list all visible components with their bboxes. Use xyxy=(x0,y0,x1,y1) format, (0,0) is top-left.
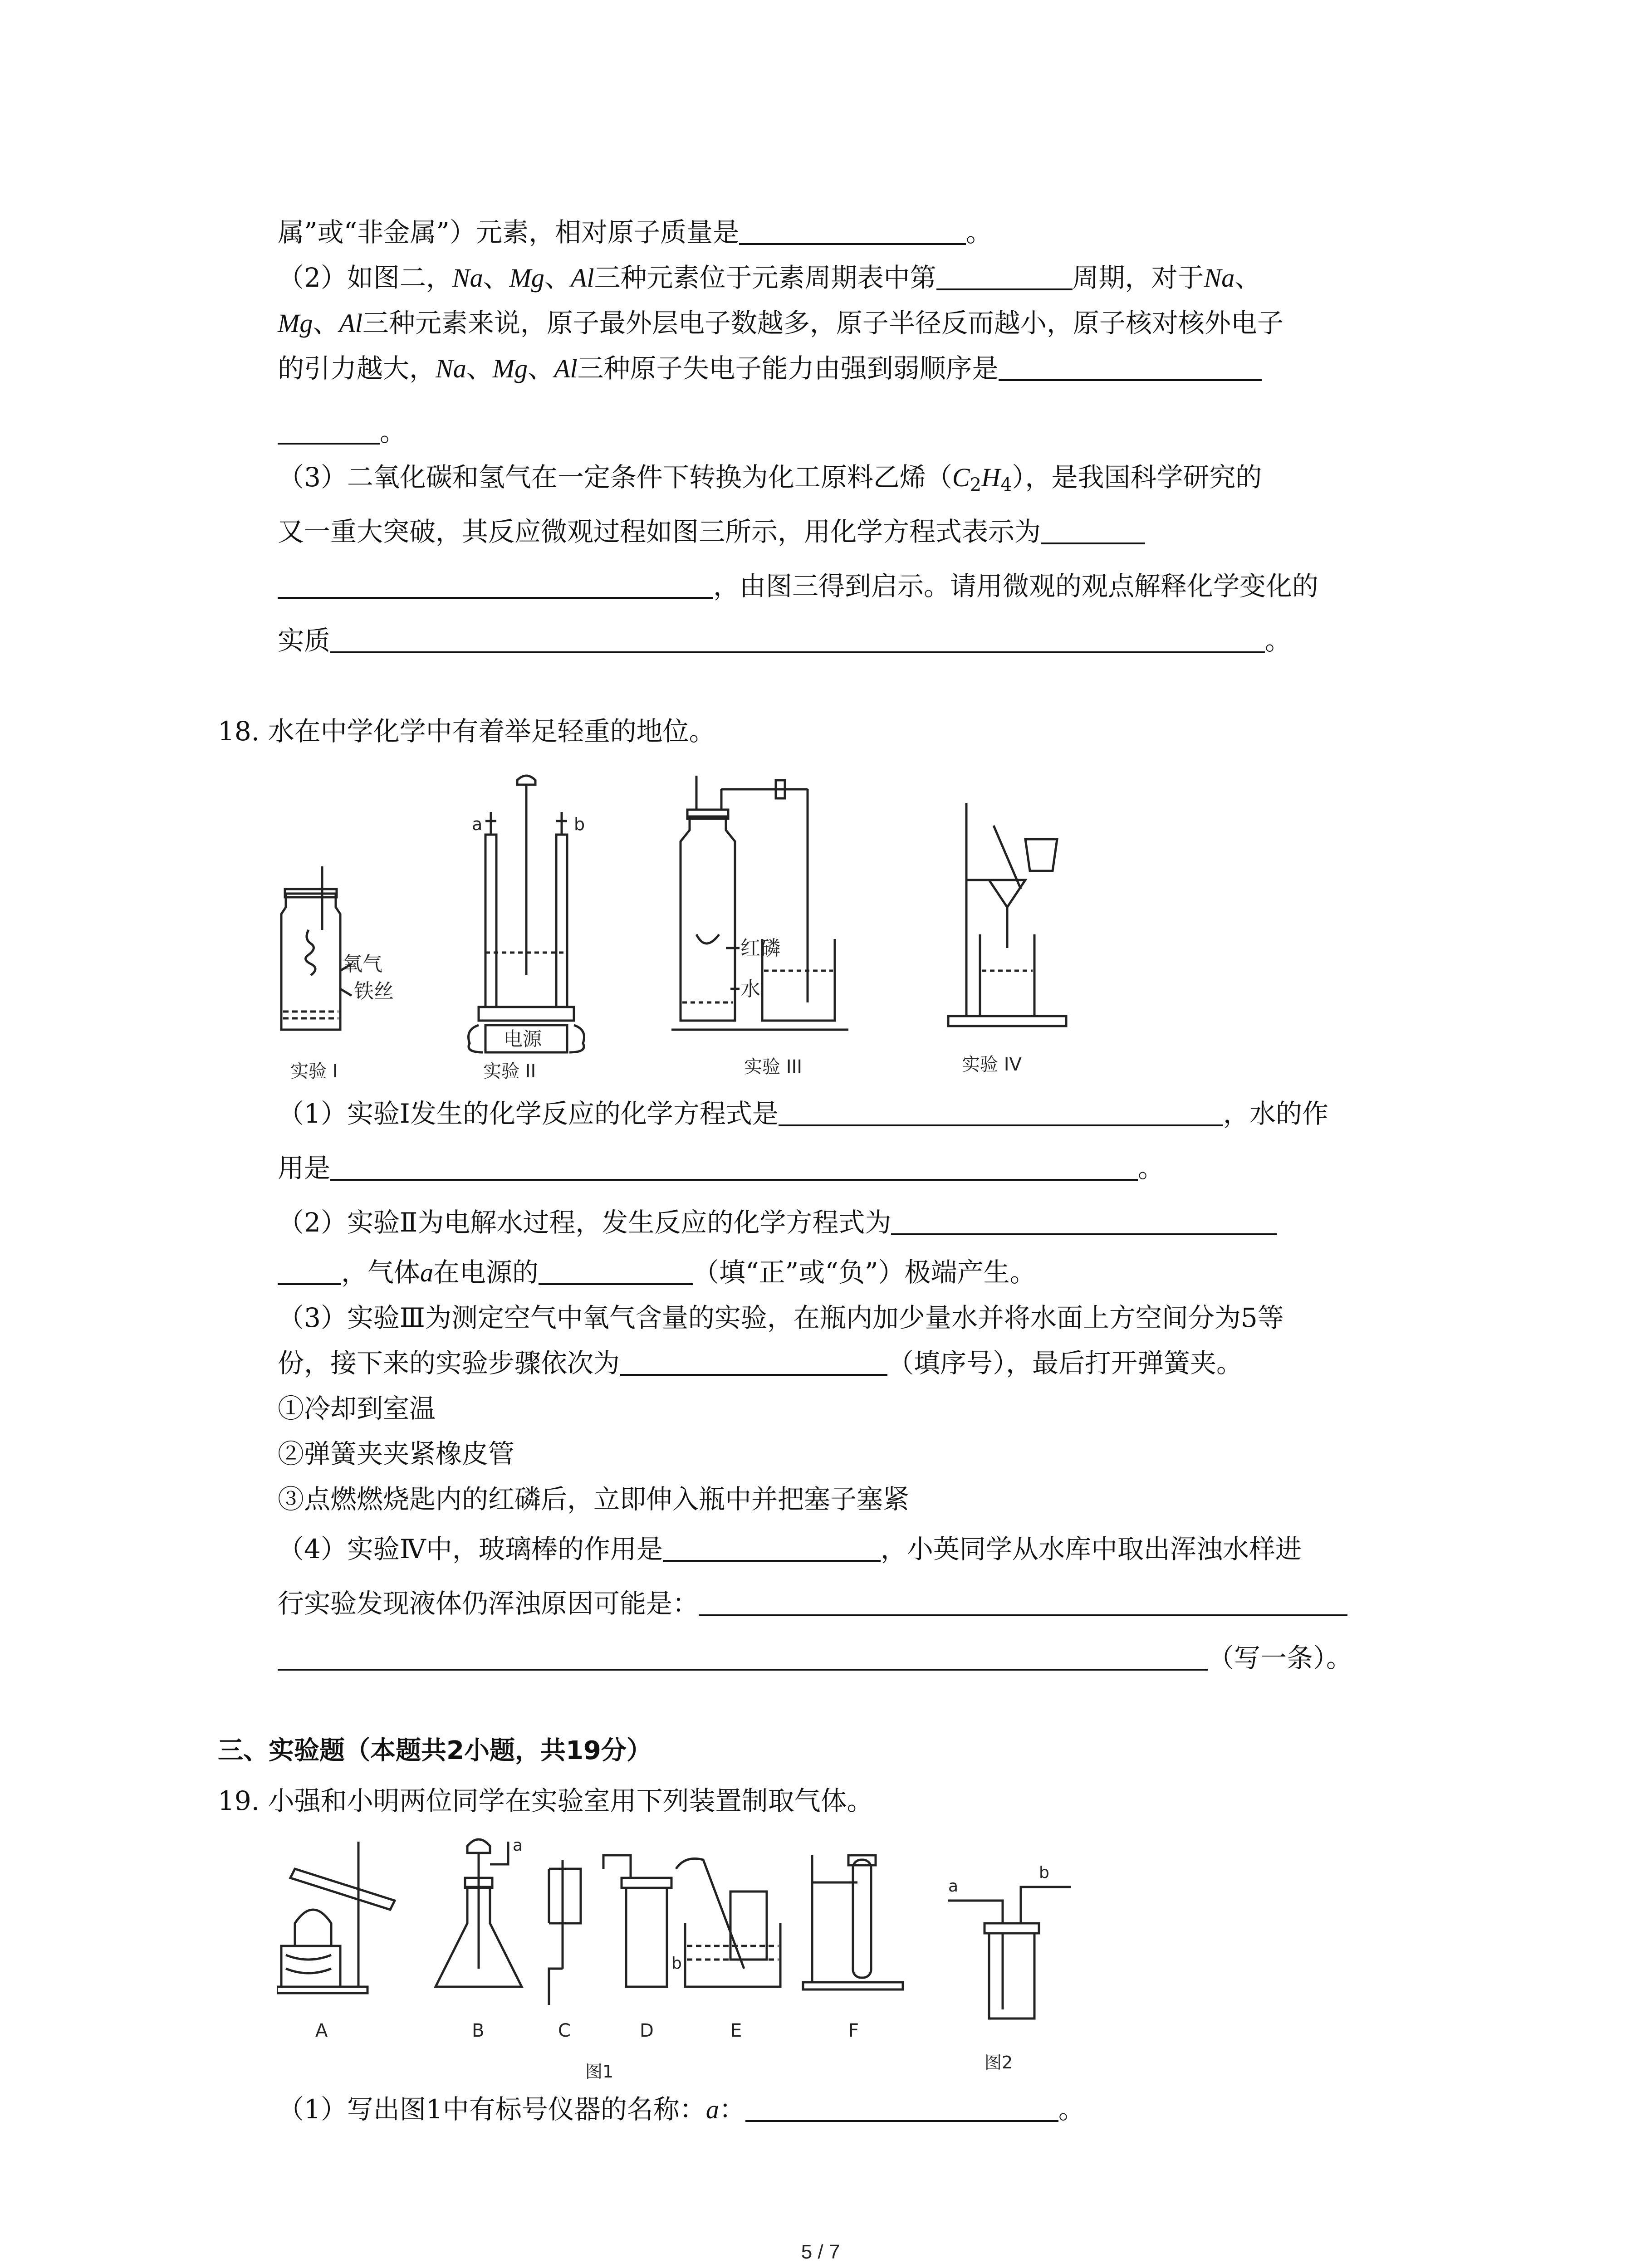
answer-blank[interactable] xyxy=(539,1260,693,1285)
answer-blank[interactable] xyxy=(278,1645,1208,1671)
q17-text: （2）如图二， xyxy=(278,262,452,293)
q17-line9: 实质 。 xyxy=(278,625,1292,656)
exp2-apparatus xyxy=(469,776,584,1052)
exp3-p-label: 红磷 xyxy=(740,937,780,960)
q18-title: 18. 水在中学化学中有着举足轻重的地位。 xyxy=(218,716,715,747)
answer-blank[interactable] xyxy=(330,628,1265,653)
label-c: C xyxy=(558,2020,571,2041)
q18-s4-line1: （4）实验Ⅳ中，玻璃棒的作用是 ，小英同学从水库中取出浑浊水样进 xyxy=(278,1534,1302,1564)
element-na: Na xyxy=(452,263,483,293)
q18-s2-line2: ，气体a在电源的 （填“正”或“负”）极端产生。 xyxy=(278,1256,1036,1289)
fig2-label: 图2 xyxy=(985,2053,1013,2072)
q17-text: 。 xyxy=(965,217,992,248)
answer-blank[interactable] xyxy=(891,1210,1277,1235)
label-a: A xyxy=(315,2020,328,2041)
q17-line4: 的引力越大，Na、Mg、Al三种原子失电子能力由强到弱顺序是 xyxy=(278,352,1262,385)
apparatus-b xyxy=(436,1839,522,1987)
q17-line2: （2）如图二，Na、Mg、Al三种元素位于元素周期表中第 周期，对于Na、 xyxy=(278,262,1261,293)
label-a2: a xyxy=(948,1877,959,1896)
q17-text: 三种元素位于元素周期表中第 xyxy=(594,262,936,293)
q18-step3: ③点燃燃烧匙内的红磷后，立即伸入瓶中并把塞子塞紧 xyxy=(278,1484,910,1515)
q18-s4-line3: （写一条）。 xyxy=(278,1642,1352,1674)
q18-s3-line2: 份，接下来的实验步骤依次为 （填序号），最后打开弹簧夹。 xyxy=(278,1348,1243,1378)
answer-blank[interactable] xyxy=(620,1350,887,1376)
page-number: 5 / 7 xyxy=(801,2241,840,2263)
q17-line7 xyxy=(278,516,1145,547)
apparatus-d xyxy=(603,1855,671,1987)
label-d: D xyxy=(640,2020,654,2041)
q19-s1: （1）写出图1中有标号仪器的名称：a： 。 xyxy=(278,2094,1085,2125)
answer-blank[interactable] xyxy=(779,1101,1223,1126)
element-mg: Mg xyxy=(509,263,544,293)
answer-blank[interactable] xyxy=(663,1536,881,1562)
exp1-label: 实验 I xyxy=(290,1061,338,1082)
answer-blank[interactable] xyxy=(278,419,380,445)
q17-text: 实质 xyxy=(278,625,331,656)
apparatus-c xyxy=(549,1860,581,2005)
q18-step1: ①冷却到室温 xyxy=(278,1393,436,1424)
answer-blank[interactable] xyxy=(278,1260,341,1285)
q17-text: ，由图三得到启示。请用微观的观点解释化学变化的 xyxy=(713,571,1319,601)
exp1-o2-label: 氧气 xyxy=(343,953,382,976)
exp3-water-label: 水 xyxy=(740,978,760,1001)
exp4-apparatus xyxy=(948,803,1066,1026)
label-b1: b xyxy=(671,1954,682,1973)
answer-blank[interactable] xyxy=(999,356,1262,381)
exp3-label: 实验 III xyxy=(744,1056,803,1077)
exp2-b-label: b xyxy=(574,814,585,834)
answer-blank[interactable] xyxy=(739,220,966,245)
apparatus-f xyxy=(803,1855,903,1989)
q17-line1 xyxy=(278,216,992,248)
answer-blank[interactable] xyxy=(330,1155,1138,1181)
q17-line6: （3）二氧化碳和氢气在一定条件下转换为化工原料乙烯$(C_2H_4)$，是我国科学研究的 xyxy=(278,462,1262,495)
q17-text: 三种原子失电子能力由强到弱顺序是 xyxy=(577,353,999,384)
apparatus-a xyxy=(277,1842,395,1993)
answer-blank[interactable] xyxy=(278,573,713,599)
element-al: Al xyxy=(570,263,594,293)
q19-title: 19. 小强和小明两位同学在实验室用下列装置制取气体。 xyxy=(218,1785,873,1816)
answer-blank[interactable] xyxy=(745,2097,1058,2122)
exp2-a-label: a xyxy=(472,814,483,834)
q18-step2: ②弹簧夹夹紧橡皮管 xyxy=(278,1438,515,1469)
apparatus-fig2 xyxy=(948,1887,1071,2019)
q17-text: 属”或“非金属”）元素，相对原子质量是 xyxy=(278,217,739,248)
q17-text: ），是我国科学研究的 xyxy=(1012,462,1262,493)
exp2-label: 实验 II xyxy=(483,1061,536,1082)
q17-text: （3）二氧化碳和氢气在一定条件下转换为化工原料乙烯（ xyxy=(278,462,952,493)
q17-text: 周期，对于 xyxy=(1072,262,1204,293)
q18-s1-line1: （1）实验Ⅰ发生的化学反应的化学方程式是 ，水的作 xyxy=(278,1098,1328,1129)
q18-s4-line2: 行实验发现液体仍浑浊原因可能是： xyxy=(278,1588,1347,1619)
q17-text: 三种元素来说，原子最外层电子数越多，原子半径反而越小，原子核对核外电子 xyxy=(362,308,1283,338)
q17-line8 xyxy=(278,570,1318,602)
section-title: 三、实验题（本题共2小题，共19分） xyxy=(218,1736,652,1765)
q19-figure xyxy=(277,1833,1071,2087)
exp1-fe-label: 铁丝 xyxy=(354,980,394,1003)
answer-blank[interactable] xyxy=(936,265,1073,290)
q17-text: 的引力越大， xyxy=(278,353,436,384)
exp2-power-label: 电源 xyxy=(504,1028,542,1050)
q18-s3-line1: （3）实验Ⅲ为测定空气中氧气含量的实验，在瓶内加少量水并将水面上方空间分为5等 xyxy=(278,1302,1284,1333)
q18-s1-line2: 用是 。 xyxy=(278,1153,1165,1183)
label-b2: b xyxy=(1039,1863,1049,1882)
label-e: E xyxy=(730,2020,742,2041)
q18-figure xyxy=(272,758,1098,1093)
label-b: B xyxy=(472,2020,485,2041)
q18-s2-line1: （2）实验Ⅱ为电解水过程，发生反应的化学方程式为 xyxy=(278,1207,1277,1238)
label-f: F xyxy=(848,2020,859,2041)
q17-line5: 。 xyxy=(278,416,406,448)
exp4-label: 实验 IV xyxy=(962,1054,1022,1075)
apparatus-e xyxy=(676,1859,780,1987)
answer-blank[interactable] xyxy=(1041,519,1145,544)
fig1-label: 图1 xyxy=(585,2062,614,2082)
label-a1: a xyxy=(513,1836,523,1855)
answer-blank[interactable] xyxy=(699,1591,1347,1616)
q17-text: 又一重大突破，其反应微观过程如图三所示，用化学方程式表示为 xyxy=(278,516,1041,547)
exp1-apparatus xyxy=(281,866,352,1030)
q17-line3: Mg、Al三种元素来说，原子最外层电子数越多，原子半径反而越小，原子核对核外电子 xyxy=(278,308,1283,338)
